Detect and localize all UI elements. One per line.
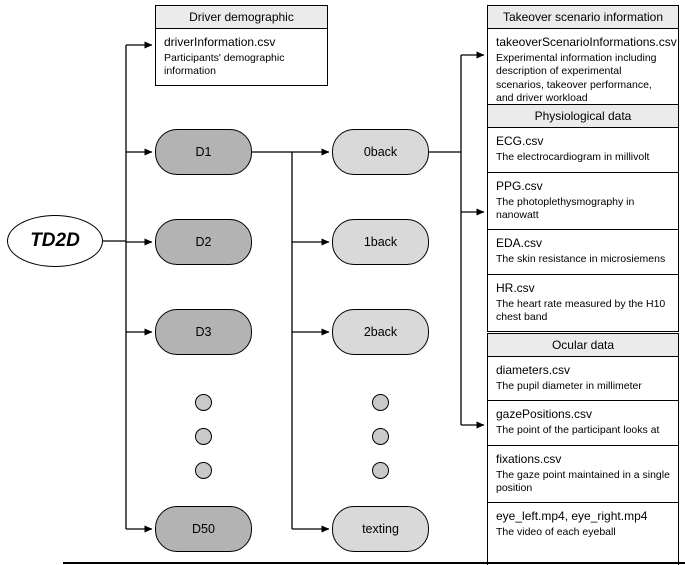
file-desc: The gaze point maintained in a single position xyxy=(496,469,670,495)
ellipsis-dot xyxy=(195,428,212,445)
participant-node-d1 xyxy=(155,129,252,175)
physiological-panel xyxy=(487,104,679,332)
takeover-panel xyxy=(487,5,679,114)
node-label: 2back xyxy=(363,325,398,339)
ellipsis-dot xyxy=(195,462,212,479)
file-cell xyxy=(487,127,679,173)
node-label: D3 xyxy=(195,325,212,339)
file-name: EDA.csv xyxy=(496,235,543,250)
driver-demographic-cell xyxy=(155,28,328,86)
ocular-panel xyxy=(487,333,679,565)
file-cell xyxy=(487,274,679,332)
file-cell xyxy=(487,229,679,275)
file-desc: Participants' demographic information xyxy=(164,52,285,78)
takeover-panel-header: Takeover scenario information xyxy=(487,5,679,29)
node-label: texting xyxy=(362,522,399,536)
participant-node-d3 xyxy=(155,309,252,355)
file-desc: The skin resistance in microsiemens xyxy=(496,252,666,265)
node-label: 1back xyxy=(363,235,398,249)
participant-node-d2 xyxy=(155,219,252,265)
file-desc: The heart rate measured by the H10 chest band xyxy=(496,297,666,324)
file-name: diameters.csv xyxy=(496,363,571,377)
ellipsis-dot xyxy=(195,394,212,411)
node-label: D50 xyxy=(192,522,215,536)
node-label: 0back xyxy=(363,145,398,159)
task-node-0back xyxy=(332,129,429,175)
file-name: driverInformation.csv xyxy=(164,35,276,49)
file-name: fixations.csv xyxy=(496,452,562,466)
file-cell xyxy=(487,445,679,503)
file-name: HR.csv xyxy=(496,280,535,295)
file-cell xyxy=(487,172,679,230)
physiological-panel-header: Physiological data xyxy=(487,104,679,128)
ocular-panel-header: Ocular data xyxy=(487,333,679,357)
participant-node-d50 xyxy=(155,506,252,552)
file-desc: The point of the participant looks at xyxy=(496,424,660,436)
file-desc: The electrocardiogram in millivolt xyxy=(496,151,650,163)
file-cell xyxy=(487,28,679,114)
file-cell xyxy=(487,400,679,446)
task-node-2back xyxy=(332,309,429,355)
file-name: PPG.csv xyxy=(496,179,543,193)
ellipsis-dot xyxy=(372,462,389,479)
task-node-texting xyxy=(332,506,429,552)
node-label: D1 xyxy=(195,145,212,159)
file-desc: The photoplethysmography in nanowatt xyxy=(496,196,635,222)
file-name: takeoverScenarioInformations.csv xyxy=(496,35,677,49)
root-node-label: TD2D xyxy=(30,230,80,251)
driver-demographic-panel xyxy=(155,5,328,86)
node-label: D2 xyxy=(195,235,212,249)
root-node-td2d xyxy=(7,215,103,267)
driver-demographic-header: Driver demographic xyxy=(155,5,328,29)
ellipsis-dot xyxy=(372,394,389,411)
file-name: gazePositions.csv xyxy=(496,407,593,421)
task-node-1back xyxy=(332,219,429,265)
file-desc: Experimental information including description of experimental scenarios, takeover performance, and driver workload xyxy=(496,52,657,105)
file-desc: The pupil diameter in millimeter xyxy=(496,380,642,392)
file-desc: The video of each eyeball xyxy=(496,525,616,538)
file-name: ECG.csv xyxy=(496,134,544,148)
ellipsis-dot xyxy=(372,428,389,445)
bottom-rule xyxy=(63,562,685,564)
file-cell xyxy=(487,502,679,565)
file-cell xyxy=(487,356,679,401)
file-name: eye_left.mp4, eye_right.mp4 xyxy=(496,508,648,523)
